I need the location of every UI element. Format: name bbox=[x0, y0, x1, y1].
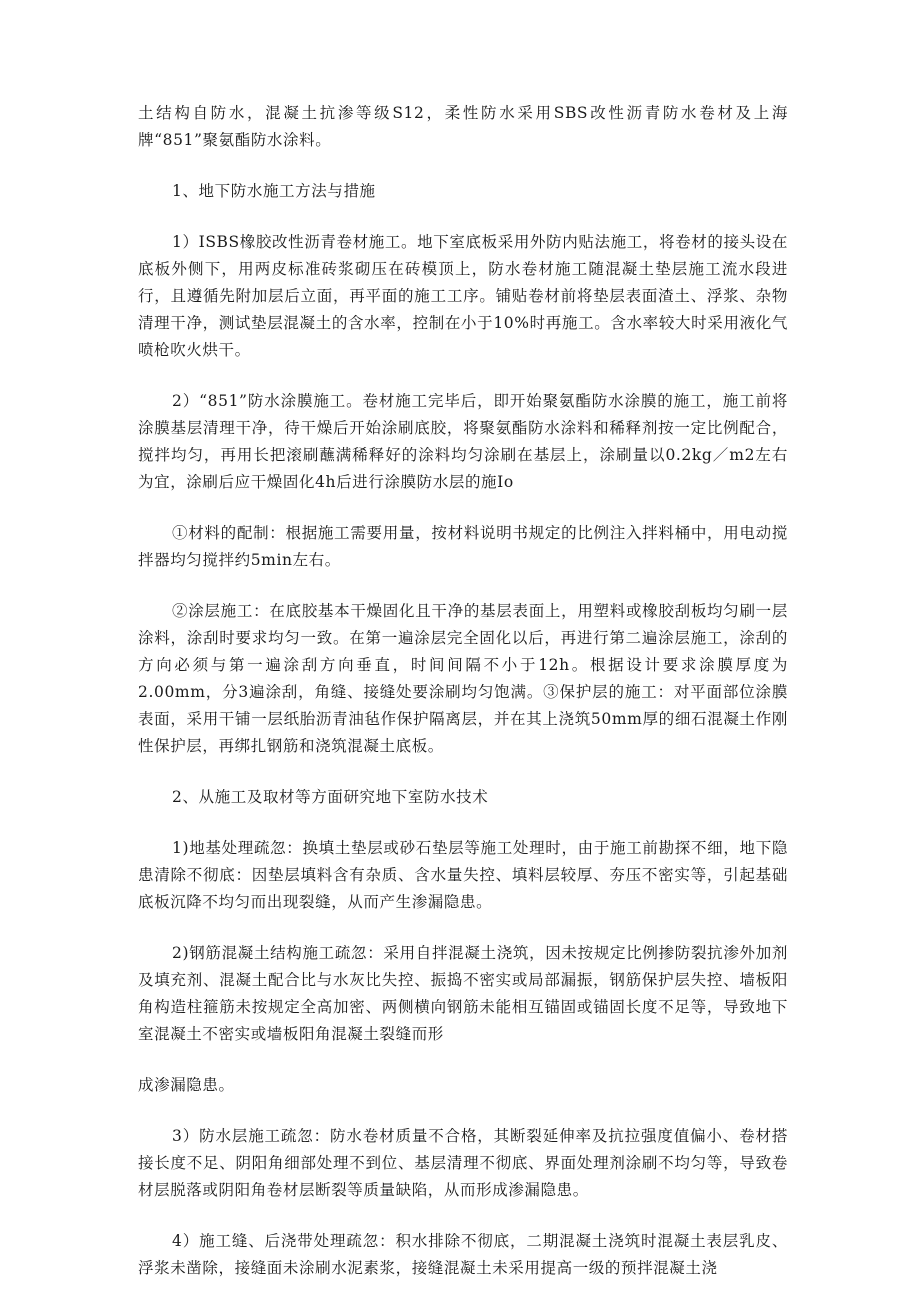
paragraph-coating-layer: ②涂层施工：在底胶基本干燥固化且干净的基层表面上，用塑料或橡胶刮板均匀刷一层涂料，涂刮时要求均匀一致。在第一遍涂层完全固化以后，再进行第二遍涂层施工，涂刮的方向必须与第一遍涂刮方向垂直，时间间隔不小于12h。根据设计要求涂膜厚度为2.00mm，分3遍涂刮，角缝、接缝处要涂刷均匀饱满。③保护层的施工：对平面部位涂膜表面，采用干铺一层纸胎沥青油毡作保护隔离层，并在其上浇筑50mm厚的细石混凝土作刚性保护层，再绑扎钢筋和浇筑混凝土底板。 bbox=[138, 602, 788, 755]
document-body bbox=[138, 100, 788, 1306]
paragraph-continuation: 成渗漏隐患。 bbox=[138, 1076, 235, 1094]
paragraph-851-coating: 2）“851”防水涂膜施工。卷材施工完毕后，即开始聚氨酯防水涂膜的施工，施工前将涂膜基层清理干净，待干燥后开始涂刷底胶，将聚氨酯防水涂料和稀释剂按一定比例配合，搅拌均匀，再用长把滚刷蘸满稀释好的涂料均匀涂刷在基层上，涂刷量以0.2kg／m2左右为宜，涂刷后应干燥固化4h后进行涂膜防水层的施Io bbox=[138, 392, 788, 491]
paragraph-foundation: 1)地基处理疏忽：换填土垫层或砂石垫层等施工处理时，由于施工前勘探不细，地下隐患清除不彻底：因垫层填料含有杂质、含水量失控、填料层较厚、夯压不密实等，引起基础底板沉降不均匀而出现裂缝，从而产生渗漏隐患。 bbox=[138, 839, 788, 911]
paragraph-intro: 土结构自防水，混凝土抗渗等级S12，柔性防水采用SBS改性沥青防水卷材及上海牌“851”聚氨酯防水涂料。 bbox=[138, 104, 788, 149]
paragraph-material-mixing: ①材料的配制：根据施工需要用量，按材料说明书规定的比例注入拌料桶中，用电动搅拌器均匀搅拌约5min左右。 bbox=[138, 524, 788, 569]
paragraph-waterproof-layer: 3）防水层施工疏忽：防水卷材质量不合格，其断裂延伸率及抗拉强度值偏小、卷材搭接长度不足、阴阳角细部处理不到位、基层清理不彻底、界面处理剂涂刷不均匀等，导致卷材层脱落或阴阳角卷材层断裂等质量缺陷，从而形成渗漏隐患。 bbox=[138, 1127, 788, 1199]
section-heading-1: 1、地下防水施工方法与措施 bbox=[172, 182, 376, 200]
paragraph-concrete-structure: 2)钢筋混凝土结构施工疏忽：采用自拌混凝土浇筑，因未按规定比例掺防裂抗渗外加剂及填充剂、混凝土配合比与水灰比失控、振捣不密实或局部漏振，钢筋保护层失控、墙板阳角构造柱箍筋未按规定全高加密、两侧横向钢筋未能相互锚固或锚固长度不足等，导致地下室混凝土不密实或墙板阳角混凝土裂缝而形 bbox=[138, 944, 788, 1043]
paragraph-construction-joints: 4）施工缝、后浇带处理疏忽：积水排除不彻底，二期混凝土浇筑时混凝土表层乳皮、浮浆未凿除，接缝面未涂刷水泥素浆，接缝混凝土未采用提高一级的预拌混凝土浇 bbox=[138, 1232, 788, 1277]
paragraph-sbs-membrane: 1）ISBS橡胶改性沥青卷材施工。地下室底板采用外防内贴法施工，将卷材的接头设在底板外侧下，用两皮标准砖浆砌压在砖模顶上，防水卷材施工随混凝土垫层施工流水段进行，且遵循先附加层后立面，再平面的施工工序。铺贴卷材前将垫层表面渣土、浮浆、杂物清理干净，测试垫层混凝土的含水率，控制在小于10%时再施工。含水率较大时采用液化气喷枪吹火烘干。 bbox=[138, 233, 788, 359]
section-heading-2: 2、从施工及取材等方面研究地下室防水技术 bbox=[172, 788, 489, 806]
